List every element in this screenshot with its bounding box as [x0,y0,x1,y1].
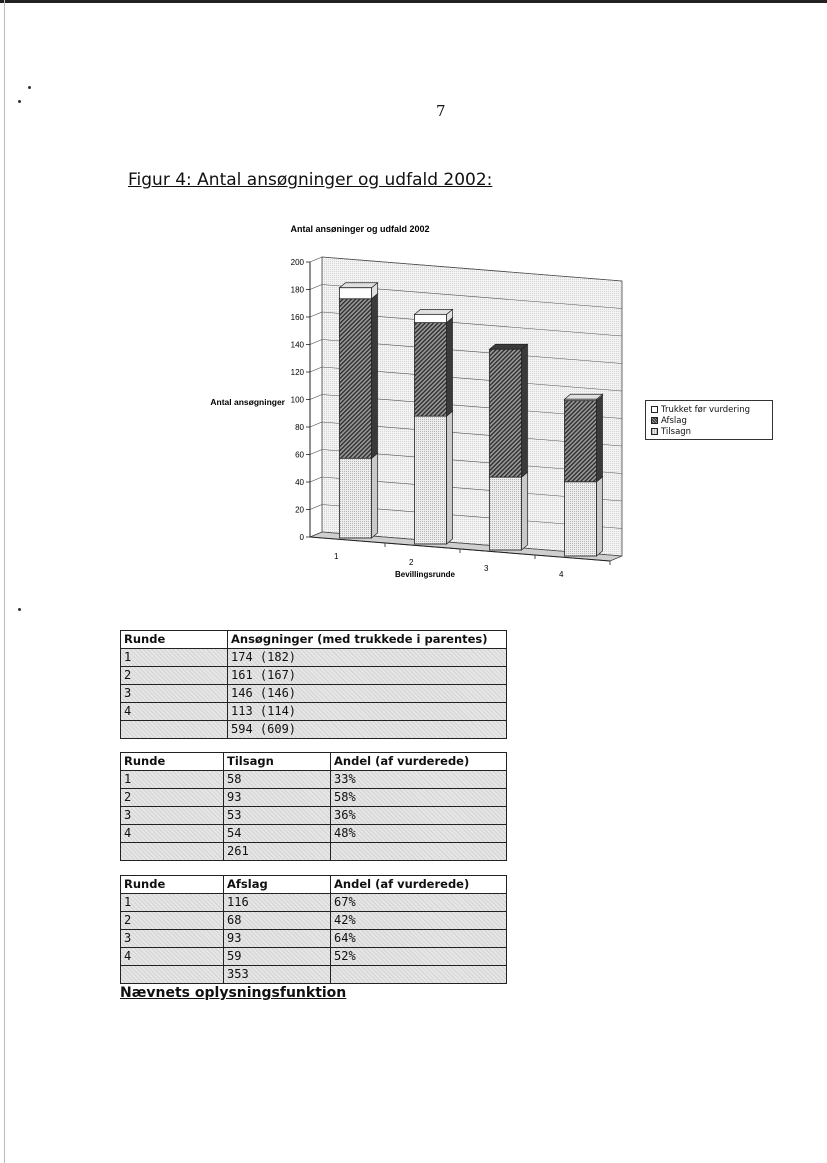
table-cell: 261 [224,843,331,861]
table-header-cell: Runde [121,753,224,771]
legend-item-afslag [651,415,772,426]
table-cell: 161 (167) [228,667,507,685]
chart-y-axis-label: Antal ansøgninger [210,397,285,407]
table-cell: 68 [224,912,331,930]
table-cell: 1 [121,894,224,912]
table-cell [121,966,224,984]
table-cell: 58 [224,771,331,789]
bar-segment-afslag [490,349,522,477]
table-cell: 48% [331,825,507,843]
y-grid-side [310,312,322,317]
table-header-cell: Ansøgninger (med trukkede i parentes) [228,631,507,649]
legend-label-trukket: Trukket før vurdering [661,404,751,415]
table-cell: 52% [331,948,507,966]
table-cell: 59 [224,948,331,966]
legend-label-afslag: Afslag [661,415,687,426]
table-row [121,807,507,825]
table-row [121,912,507,930]
bar-segment-tilsagn [490,477,522,550]
y-tick-label: 200 [290,258,304,267]
table-cell: 67% [331,894,507,912]
table-header-row [121,631,507,649]
bar-top-trukket [565,394,603,399]
table-cell: 113 (114) [228,703,507,721]
table-cell: 353 [224,966,331,984]
table-cell: 36% [331,807,507,825]
table-cell: 64% [331,930,507,948]
legend-swatch-tilsagn [651,428,658,435]
table-row [121,771,507,789]
table-cell: 4 [121,948,224,966]
scan-speck [18,100,21,103]
table-cell: 4 [121,703,228,721]
page-top-border [0,0,827,3]
bar-segment-tilsagn [340,458,372,538]
bar-segment-tilsagn [415,416,447,544]
table-cell: 1 [121,771,224,789]
bar-segment-trukket [340,288,372,299]
table-cell: 93 [224,789,331,807]
legend-item-tilsagn [651,426,772,437]
x-tick-label: 2 [409,558,414,568]
table-header-row [121,876,507,894]
table-row [121,789,507,807]
bar-side-afslag [522,344,528,477]
table-cell: 2 [121,912,224,930]
y-tick-label: 180 [290,285,304,295]
table-cell: 58% [331,789,507,807]
approvals-table [120,752,507,861]
chart-legend [645,400,773,440]
stacked-bar-chart [180,215,640,595]
bar-side-tilsagn [597,477,603,556]
scan-speck [28,86,31,89]
y-grid-side [310,477,322,482]
rejections-table [120,875,507,984]
table-header-cell: Afslag [224,876,331,894]
table-header-cell: Andel (af vurderede) [331,876,507,894]
table-cell: 54 [224,825,331,843]
y-tick-label: 100 [290,395,304,405]
table-row [121,894,507,912]
bar-side-tilsagn [447,411,453,544]
table-cell: 4 [121,825,224,843]
table-row [121,685,507,703]
table-cell: 1 [121,649,228,667]
table-cell: 93 [224,930,331,948]
table-cell: 3 [121,685,228,703]
table-row [121,721,507,739]
y-tick-label: 80 [295,423,304,432]
y-grid-side [310,367,322,372]
table-cell: 3 [121,807,224,825]
section-heading: Nævnets oplysningsfunktion [120,985,347,1001]
table-row [121,825,507,843]
legend-swatch-trukket [651,406,658,413]
table-row [121,703,507,721]
bar-side-tilsagn [372,453,378,538]
bar-segment-afslag [340,299,372,459]
table-header-cell: Andel (af vurderede) [331,753,507,771]
legend-item-trukket [651,404,772,415]
table-row [121,649,507,667]
y-grid-side [310,505,322,510]
y-tick-label: 0 [299,533,304,542]
y-tick-label: 120 [290,368,304,377]
table-cell: 116 [224,894,331,912]
table-cell [331,843,507,861]
y-grid-side [310,422,322,427]
bar-segment-afslag [415,323,447,417]
table-cell [121,843,224,861]
bar-side-afslag [447,318,453,417]
table-row [121,667,507,685]
bar-top-afslag [490,344,528,349]
table-cell: 174 (182) [228,649,507,667]
y-tick-label: 20 [295,505,304,515]
legend-label-tilsagn: Tilsagn [661,426,692,437]
y-tick-label: 140 [290,340,304,350]
x-tick-label: 3 [484,564,489,574]
table-cell [121,721,228,739]
table-cell: 33% [331,771,507,789]
y-tick-label: 160 [290,313,304,322]
y-grid-side [310,395,322,400]
legend-swatch-afslag [651,417,658,424]
page-number: 7 [436,102,446,120]
x-tick-label: 4 [559,570,564,580]
bar-side-afslag [597,396,603,482]
page-left-border [4,0,5,1163]
table-row [121,948,507,966]
table-cell: 2 [121,667,228,685]
bar-side-tilsagn [522,472,528,550]
chart-title: Antal ansøninger og udfald 2002 [290,224,430,234]
y-tick-label: 60 [295,450,304,460]
table-cell: 42% [331,912,507,930]
table-cell: 146 (146) [228,685,507,703]
table-header-cell: Runde [121,876,224,894]
bar-segment-afslag [565,401,597,482]
figure-caption: Figur 4: Antal ansøgninger og udfald 2002: [128,170,493,190]
table-cell: 53 [224,807,331,825]
bar-segment-trukket [415,314,447,322]
bar-segment-trukket [565,399,597,400]
bar-segment-tilsagn [565,482,597,556]
bar-top-trukket [415,309,453,314]
table-header-cell: Runde [121,631,228,649]
table-cell: 2 [121,789,224,807]
bar-side-afslag [372,294,378,459]
chart-x-axis-label: Bevillingsrunde [394,570,456,579]
y-grid-side [310,340,322,345]
table-cell: 594 (609) [228,721,507,739]
scan-speck [18,608,21,611]
table-row [121,843,507,861]
table-row [121,966,507,984]
table-header-cell: Tilsagn [224,753,331,771]
y-grid-side [310,450,322,455]
table-cell [331,966,507,984]
table-cell: 3 [121,930,224,948]
y-grid-side [310,257,322,262]
table-header-row [121,753,507,771]
x-tick-label: 1 [334,552,339,562]
y-grid-side [310,285,322,290]
table-row [121,930,507,948]
y-tick-label: 40 [295,478,304,487]
bar-top-trukket [340,283,378,288]
applications-table [120,630,507,739]
